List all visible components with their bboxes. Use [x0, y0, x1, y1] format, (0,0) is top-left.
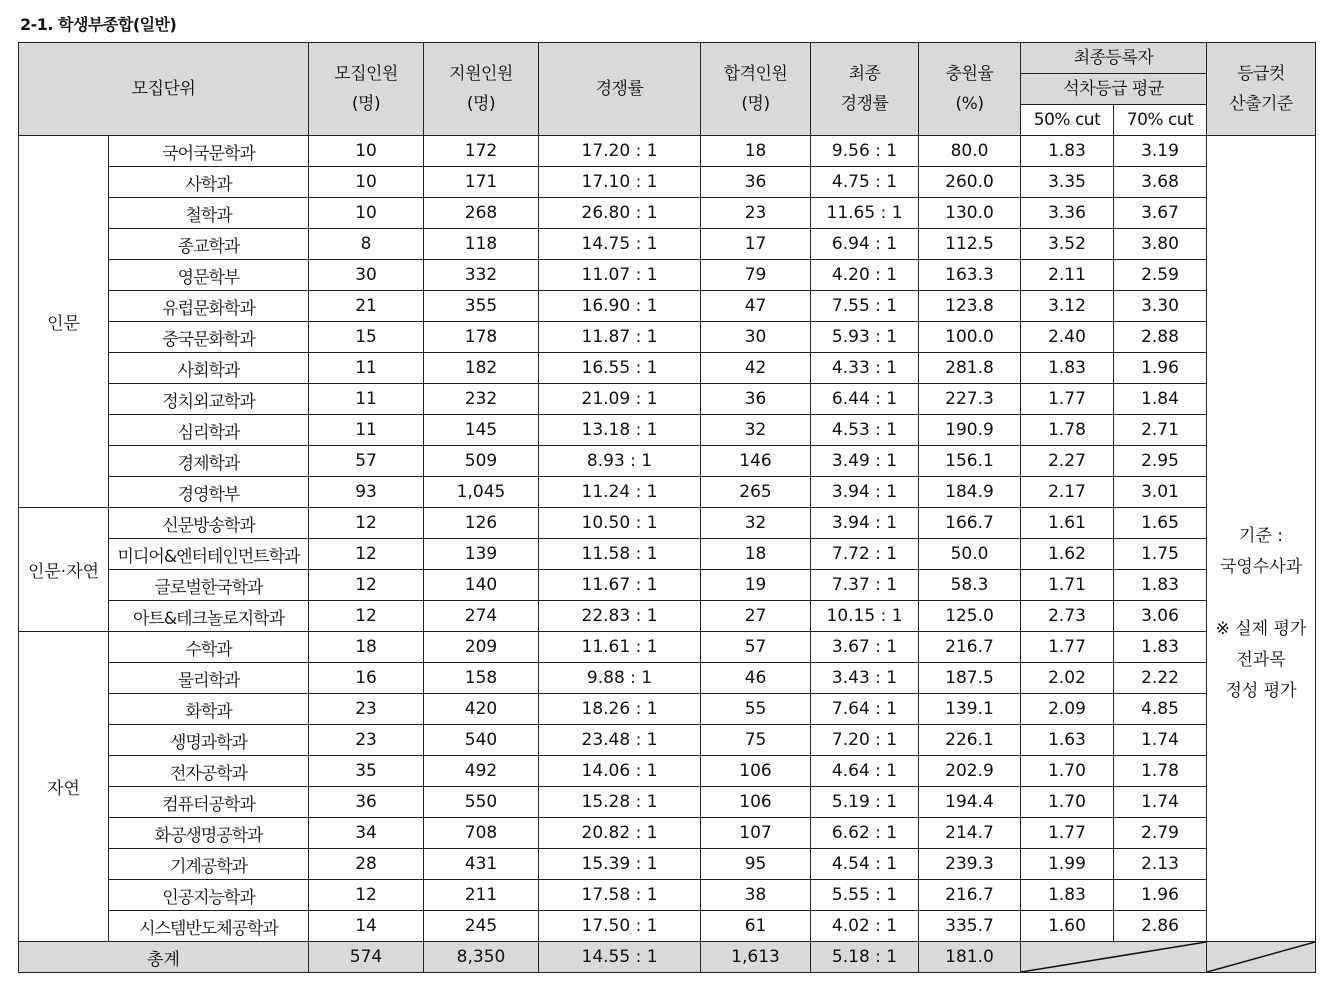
cell-fill-rate: 184.9	[919, 477, 1021, 508]
cell-cut70: 1.96	[1114, 880, 1207, 911]
cell-fill-rate: 125.0	[919, 601, 1021, 632]
cell-fill-rate: 130.0	[919, 198, 1021, 229]
cell-apply: 171	[424, 167, 539, 198]
cell-final-ratio: 3.49 : 1	[811, 446, 919, 477]
cell-cut70: 1.96	[1114, 353, 1207, 384]
cell-cut70: 1.83	[1114, 632, 1207, 663]
total-final-ratio: 5.18 : 1	[811, 942, 919, 973]
cell-cut50: 3.35	[1021, 167, 1114, 198]
cell-dept-name: 경제학과	[109, 446, 309, 477]
cell-pass: 19	[701, 570, 811, 601]
cell-recruit: 18	[309, 632, 424, 663]
cell-cut70: 2.86	[1114, 911, 1207, 942]
cell-recruit: 28	[309, 849, 424, 880]
cell-final-ratio: 5.55 : 1	[811, 880, 919, 911]
cell-dept-name: 글로벌한국학과	[109, 570, 309, 601]
cell-final-ratio: 5.19 : 1	[811, 787, 919, 818]
cell-dept-name: 정치외교학과	[109, 384, 309, 415]
cell-recruit: 12	[309, 880, 424, 911]
cell-ratio: 8.93 : 1	[539, 446, 701, 477]
cell-final-ratio: 11.65 : 1	[811, 198, 919, 229]
cell-cut50: 1.83	[1021, 880, 1114, 911]
cell-ratio: 15.28 : 1	[539, 787, 701, 818]
total-pass: 1,613	[701, 942, 811, 973]
header-recruit: 모집인원 (명)	[309, 43, 424, 136]
cell-ratio: 11.58 : 1	[539, 539, 701, 570]
cell-fill-rate: 216.7	[919, 632, 1021, 663]
empty-diagonal-cell	[1021, 942, 1207, 973]
cell-ratio: 11.07 : 1	[539, 260, 701, 291]
cell-recruit: 16	[309, 663, 424, 694]
cell-recruit: 10	[309, 136, 424, 167]
cell-recruit: 57	[309, 446, 424, 477]
table-row	[19, 787, 1316, 818]
table-row	[19, 508, 1316, 539]
cell-fill-rate: 163.3	[919, 260, 1021, 291]
cell-final-ratio: 9.56 : 1	[811, 136, 919, 167]
table-row	[19, 229, 1316, 260]
cell-final-ratio: 4.75 : 1	[811, 167, 919, 198]
table-row	[19, 880, 1316, 911]
cell-recruit: 21	[309, 291, 424, 322]
cell-fill-rate: 335.7	[919, 911, 1021, 942]
cell-cut50: 1.71	[1021, 570, 1114, 601]
cell-cut70: 3.68	[1114, 167, 1207, 198]
cell-ratio: 9.88 : 1	[539, 663, 701, 694]
cell-cut70: 1.83	[1114, 570, 1207, 601]
cell-dept-name: 생명과학과	[109, 725, 309, 756]
cell-cut50: 2.73	[1021, 601, 1114, 632]
criterion-line	[1207, 583, 1315, 614]
total-label: 총계	[19, 942, 309, 973]
cell-pass: 79	[701, 260, 811, 291]
cell-final-ratio: 3.94 : 1	[811, 477, 919, 508]
cell-ratio: 17.10 : 1	[539, 167, 701, 198]
table-row	[19, 911, 1316, 942]
cell-final-ratio: 4.02 : 1	[811, 911, 919, 942]
cell-final-ratio: 3.67 : 1	[811, 632, 919, 663]
cell-pass: 42	[701, 353, 811, 384]
cell-recruit: 12	[309, 601, 424, 632]
cell-cut70: 1.74	[1114, 725, 1207, 756]
table-row	[19, 818, 1316, 849]
cell-cut70: 3.80	[1114, 229, 1207, 260]
cell-final-ratio: 7.72 : 1	[811, 539, 919, 570]
header-ratio: 경쟁률	[539, 43, 701, 136]
table-row	[19, 539, 1316, 570]
cell-fill-rate: 123.8	[919, 291, 1021, 322]
header-final-registrant: 최종등록자	[1021, 43, 1207, 74]
cell-recruit: 11	[309, 415, 424, 446]
group-label: 인문	[19, 136, 109, 508]
cell-dept-name: 사회학과	[109, 353, 309, 384]
cell-pass: 18	[701, 136, 811, 167]
cell-cut70: 2.13	[1114, 849, 1207, 880]
cell-final-ratio: 4.53 : 1	[811, 415, 919, 446]
cell-cut50: 2.11	[1021, 260, 1114, 291]
cell-cut70: 3.19	[1114, 136, 1207, 167]
cell-fill-rate: 202.9	[919, 756, 1021, 787]
cell-fill-rate: 216.7	[919, 880, 1021, 911]
cell-ratio: 14.06 : 1	[539, 756, 701, 787]
cell-pass: 106	[701, 756, 811, 787]
cell-ratio: 23.48 : 1	[539, 725, 701, 756]
cell-pass: 146	[701, 446, 811, 477]
cell-cut50: 2.17	[1021, 477, 1114, 508]
cell-apply: 550	[424, 787, 539, 818]
cell-cut50: 1.63	[1021, 725, 1114, 756]
cell-recruit: 15	[309, 322, 424, 353]
cell-fill-rate: 260.0	[919, 167, 1021, 198]
cell-cut50: 2.09	[1021, 694, 1114, 725]
cell-cut70: 3.06	[1114, 601, 1207, 632]
cell-cut70: 1.84	[1114, 384, 1207, 415]
table-row	[19, 167, 1316, 198]
cell-cut70: 2.22	[1114, 663, 1207, 694]
cell-dept-name: 시스템반도체공학과	[109, 911, 309, 942]
cell-apply: 211	[424, 880, 539, 911]
header-fill-rate: 충원율 (%)	[919, 43, 1021, 136]
cell-pass: 265	[701, 477, 811, 508]
cell-apply: 431	[424, 849, 539, 880]
criterion-line: 국영수사과	[1219, 556, 1303, 577]
cell-cut70: 1.78	[1114, 756, 1207, 787]
cell-pass: 18	[701, 539, 811, 570]
cell-apply: 232	[424, 384, 539, 415]
cell-ratio: 21.09 : 1	[539, 384, 701, 415]
cell-recruit: 11	[309, 353, 424, 384]
cell-dept-name: 종교학과	[109, 229, 309, 260]
cell-recruit: 36	[309, 787, 424, 818]
cell-pass: 55	[701, 694, 811, 725]
cell-recruit: 30	[309, 260, 424, 291]
cell-recruit: 35	[309, 756, 424, 787]
table-row	[19, 725, 1316, 756]
table-row	[19, 415, 1316, 446]
cell-cut50: 1.77	[1021, 384, 1114, 415]
table-row	[19, 663, 1316, 694]
cell-cut70: 2.95	[1114, 446, 1207, 477]
cell-cut70: 2.88	[1114, 322, 1207, 353]
cell-recruit: 12	[309, 508, 424, 539]
cell-fill-rate: 139.1	[919, 694, 1021, 725]
cell-pass: 36	[701, 167, 811, 198]
empty-diagonal-cell	[1207, 942, 1316, 973]
table-row	[19, 601, 1316, 632]
cell-final-ratio: 6.62 : 1	[811, 818, 919, 849]
table-title: 2-1. 학생부종합(일반)	[20, 15, 177, 34]
cell-dept-name: 신문방송학과	[109, 508, 309, 539]
cell-recruit: 23	[309, 694, 424, 725]
cell-apply: 118	[424, 229, 539, 260]
cell-cut50: 1.83	[1021, 353, 1114, 384]
header-grade-avg: 석차등급 평균	[1021, 74, 1207, 105]
cell-fill-rate: 214.7	[919, 818, 1021, 849]
cell-dept-name: 철학과	[109, 198, 309, 229]
cell-apply: 540	[424, 725, 539, 756]
cell-fill-rate: 227.3	[919, 384, 1021, 415]
cell-dept-name: 아트&테크놀로지학과	[109, 601, 309, 632]
cell-pass: 47	[701, 291, 811, 322]
table-row	[19, 694, 1316, 725]
cell-ratio: 11.24 : 1	[539, 477, 701, 508]
cell-cut50: 2.02	[1021, 663, 1114, 694]
cell-fill-rate: 58.3	[919, 570, 1021, 601]
cell-ratio: 18.26 : 1	[539, 694, 701, 725]
cell-apply: 209	[424, 632, 539, 663]
cell-apply: 140	[424, 570, 539, 601]
table-row	[19, 353, 1316, 384]
cell-pass: 46	[701, 663, 811, 694]
criterion-line: 기준 :	[1239, 525, 1283, 546]
cell-pass: 32	[701, 415, 811, 446]
cell-fill-rate: 112.5	[919, 229, 1021, 260]
cell-apply: 492	[424, 756, 539, 787]
cell-cut70: 2.79	[1114, 818, 1207, 849]
cell-apply: 1,045	[424, 477, 539, 508]
cell-apply: 158	[424, 663, 539, 694]
cell-dept-name: 유럽문화학과	[109, 291, 309, 322]
cell-fill-rate: 187.5	[919, 663, 1021, 694]
cell-cut50: 1.77	[1021, 818, 1114, 849]
cell-dept-name: 컴퓨터공학과	[109, 787, 309, 818]
table-row	[19, 384, 1316, 415]
criterion-line: 정성 평가	[1225, 680, 1297, 701]
cell-pass: 107	[701, 818, 811, 849]
table-row	[19, 260, 1316, 291]
cell-final-ratio: 7.37 : 1	[811, 570, 919, 601]
admission-results-table	[18, 42, 1316, 973]
cell-cut50: 1.83	[1021, 136, 1114, 167]
cell-cut70: 1.74	[1114, 787, 1207, 818]
header-criterion: 등급컷 산출기준	[1207, 43, 1316, 136]
cell-pass: 27	[701, 601, 811, 632]
cell-final-ratio: 3.94 : 1	[811, 508, 919, 539]
header-cut70: 70% cut	[1114, 105, 1207, 136]
table-row	[19, 632, 1316, 663]
cell-cut50: 1.60	[1021, 911, 1114, 942]
cell-recruit: 23	[309, 725, 424, 756]
group-label: 인문·자연	[19, 508, 109, 632]
cell-fill-rate: 156.1	[919, 446, 1021, 477]
cell-cut70: 1.75	[1114, 539, 1207, 570]
table-row	[19, 570, 1316, 601]
cell-recruit: 14	[309, 911, 424, 942]
cell-ratio: 15.39 : 1	[539, 849, 701, 880]
cell-ratio: 16.55 : 1	[539, 353, 701, 384]
group-label: 자연	[19, 632, 109, 942]
cell-cut50: 1.99	[1021, 849, 1114, 880]
cell-fill-rate: 50.0	[919, 539, 1021, 570]
cell-pass: 61	[701, 911, 811, 942]
cell-pass: 23	[701, 198, 811, 229]
criterion-note	[1207, 136, 1316, 942]
cell-final-ratio: 4.64 : 1	[811, 756, 919, 787]
cell-apply: 126	[424, 508, 539, 539]
cell-fill-rate: 281.8	[919, 353, 1021, 384]
cell-ratio: 16.90 : 1	[539, 291, 701, 322]
cell-cut50: 1.77	[1021, 632, 1114, 663]
total-row	[19, 942, 1316, 973]
cell-dept-name: 화공생명공학과	[109, 818, 309, 849]
cell-final-ratio: 4.20 : 1	[811, 260, 919, 291]
cell-apply: 182	[424, 353, 539, 384]
cell-apply: 708	[424, 818, 539, 849]
criterion-line: ※ 실제 평가	[1215, 618, 1307, 639]
cell-cut50: 2.40	[1021, 322, 1114, 353]
cell-ratio: 10.50 : 1	[539, 508, 701, 539]
cell-final-ratio: 7.20 : 1	[811, 725, 919, 756]
table-row	[19, 198, 1316, 229]
cell-cut70: 2.71	[1114, 415, 1207, 446]
cell-dept-name: 화학과	[109, 694, 309, 725]
cell-ratio: 17.58 : 1	[539, 880, 701, 911]
cell-recruit: 10	[309, 167, 424, 198]
cell-cut70: 1.65	[1114, 508, 1207, 539]
cell-dept-name: 기계공학과	[109, 849, 309, 880]
cell-apply: 420	[424, 694, 539, 725]
cell-ratio: 17.20 : 1	[539, 136, 701, 167]
header-apply: 지원인원 (명)	[424, 43, 539, 136]
cell-recruit: 10	[309, 198, 424, 229]
cell-pass: 32	[701, 508, 811, 539]
cell-cut70: 2.59	[1114, 260, 1207, 291]
total-recruit: 574	[309, 942, 424, 973]
cell-apply: 172	[424, 136, 539, 167]
cell-cut50: 2.27	[1021, 446, 1114, 477]
cell-cut50: 3.36	[1021, 198, 1114, 229]
criterion-line: 전과목	[1236, 649, 1286, 670]
table-row	[19, 756, 1316, 787]
cell-fill-rate: 100.0	[919, 322, 1021, 353]
cell-dept-name: 전자공학과	[109, 756, 309, 787]
total-fill-rate: 181.0	[919, 942, 1021, 973]
cell-cut50: 1.70	[1021, 787, 1114, 818]
cell-ratio: 13.18 : 1	[539, 415, 701, 446]
cell-pass: 36	[701, 384, 811, 415]
cell-ratio: 11.87 : 1	[539, 322, 701, 353]
cell-final-ratio: 7.64 : 1	[811, 694, 919, 725]
cell-apply: 145	[424, 415, 539, 446]
cell-final-ratio: 5.93 : 1	[811, 322, 919, 353]
cell-ratio: 20.82 : 1	[539, 818, 701, 849]
cell-final-ratio: 6.94 : 1	[811, 229, 919, 260]
cell-apply: 332	[424, 260, 539, 291]
cell-ratio: 17.50 : 1	[539, 911, 701, 942]
cell-final-ratio: 6.44 : 1	[811, 384, 919, 415]
cell-apply: 355	[424, 291, 539, 322]
cell-ratio: 11.61 : 1	[539, 632, 701, 663]
cell-cut50: 1.62	[1021, 539, 1114, 570]
cell-fill-rate: 239.3	[919, 849, 1021, 880]
cell-cut50: 1.70	[1021, 756, 1114, 787]
cell-final-ratio: 4.33 : 1	[811, 353, 919, 384]
cell-ratio: 26.80 : 1	[539, 198, 701, 229]
cell-apply: 139	[424, 539, 539, 570]
cell-apply: 274	[424, 601, 539, 632]
cell-fill-rate: 166.7	[919, 508, 1021, 539]
cell-dept-name: 심리학과	[109, 415, 309, 446]
cell-pass: 106	[701, 787, 811, 818]
cell-recruit: 12	[309, 539, 424, 570]
cell-apply: 178	[424, 322, 539, 353]
cell-apply: 509	[424, 446, 539, 477]
cell-pass: 95	[701, 849, 811, 880]
cell-pass: 17	[701, 229, 811, 260]
cell-dept-name: 영문학부	[109, 260, 309, 291]
cell-cut50: 3.52	[1021, 229, 1114, 260]
cell-cut70: 3.67	[1114, 198, 1207, 229]
cell-recruit: 11	[309, 384, 424, 415]
total-apply: 8,350	[424, 942, 539, 973]
cell-ratio: 22.83 : 1	[539, 601, 701, 632]
cell-dept-name: 국어국문학과	[109, 136, 309, 167]
header-final-ratio: 최종 경쟁률	[811, 43, 919, 136]
cell-recruit: 93	[309, 477, 424, 508]
table-row	[19, 477, 1316, 508]
cell-pass: 38	[701, 880, 811, 911]
cell-dept-name: 경영학부	[109, 477, 309, 508]
cell-cut50: 1.78	[1021, 415, 1114, 446]
cell-final-ratio: 10.15 : 1	[811, 601, 919, 632]
cell-dept-name: 수학과	[109, 632, 309, 663]
total-ratio: 14.55 : 1	[539, 942, 701, 973]
cell-dept-name: 미디어&엔터테인먼트학과	[109, 539, 309, 570]
cell-recruit: 12	[309, 570, 424, 601]
cell-pass: 75	[701, 725, 811, 756]
cell-cut50: 3.12	[1021, 291, 1114, 322]
cell-cut70: 3.01	[1114, 477, 1207, 508]
cell-cut70: 4.85	[1114, 694, 1207, 725]
table-row	[19, 446, 1316, 477]
cell-apply: 268	[424, 198, 539, 229]
cell-ratio: 11.67 : 1	[539, 570, 701, 601]
cell-fill-rate: 80.0	[919, 136, 1021, 167]
cell-fill-rate: 190.9	[919, 415, 1021, 446]
cell-final-ratio: 4.54 : 1	[811, 849, 919, 880]
cell-dept-name: 중국문화학과	[109, 322, 309, 353]
table-row	[19, 291, 1316, 322]
cell-dept-name: 사학과	[109, 167, 309, 198]
table-row	[19, 849, 1316, 880]
cell-recruit: 8	[309, 229, 424, 260]
cell-cut50: 1.61	[1021, 508, 1114, 539]
header-unit: 모집단위	[19, 43, 309, 136]
cell-ratio: 14.75 : 1	[539, 229, 701, 260]
cell-fill-rate: 226.1	[919, 725, 1021, 756]
cell-apply: 245	[424, 911, 539, 942]
cell-dept-name: 인공지능학과	[109, 880, 309, 911]
cell-final-ratio: 7.55 : 1	[811, 291, 919, 322]
header-cut50: 50% cut	[1021, 105, 1114, 136]
cell-pass: 30	[701, 322, 811, 353]
cell-recruit: 34	[309, 818, 424, 849]
header-pass: 합격인원 (명)	[701, 43, 811, 136]
cell-fill-rate: 194.4	[919, 787, 1021, 818]
cell-final-ratio: 3.43 : 1	[811, 663, 919, 694]
table-row	[19, 136, 1316, 167]
table-row	[19, 322, 1316, 353]
cell-cut70: 3.30	[1114, 291, 1207, 322]
cell-pass: 57	[701, 632, 811, 663]
cell-dept-name: 물리학과	[109, 663, 309, 694]
